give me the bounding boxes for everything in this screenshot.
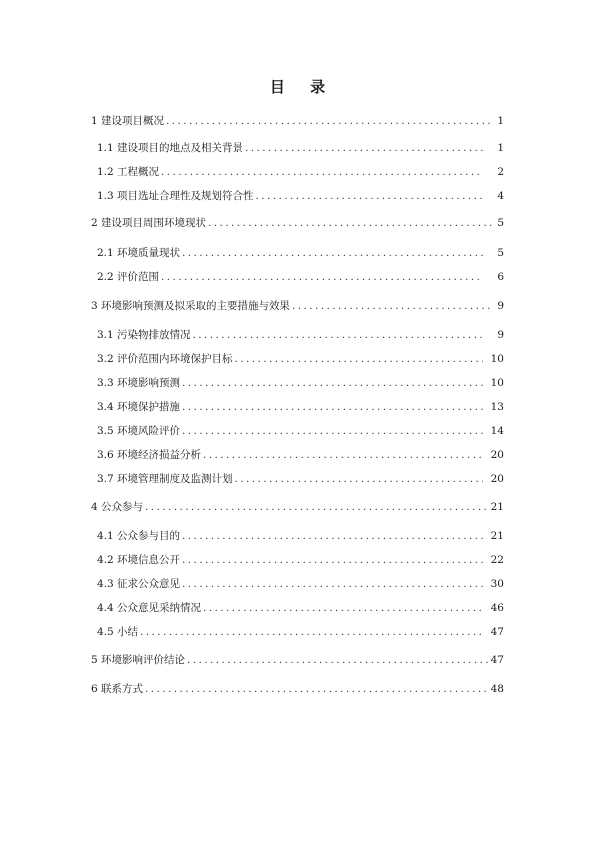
- toc-page-number: 30: [490, 578, 504, 590]
- dot-leader: [166, 114, 494, 128]
- toc-page-number: 46: [490, 602, 504, 614]
- toc-entry-5[interactable]: [91, 653, 504, 667]
- toc-page-number: 9: [497, 329, 504, 341]
- toc-entry-label: 4.2 环境信息公开: [97, 554, 181, 566]
- toc-entry-label: 3.4 环境保护措施: [97, 401, 181, 413]
- toc-entry-4-3[interactable]: [97, 577, 504, 591]
- dot-leader: [145, 682, 488, 696]
- toc-entry-label: 2.1 环境质量现状: [97, 247, 181, 259]
- page-title: 目 录: [269, 78, 336, 96]
- dot-leader: [235, 472, 483, 486]
- toc-page-number: 48: [490, 683, 504, 695]
- toc-page-number: 9: [497, 300, 504, 312]
- dot-leader: [256, 189, 483, 203]
- toc-entry-label: 5 环境影响评价结论: [91, 654, 186, 666]
- toc-entry-3-6[interactable]: [97, 448, 504, 462]
- toc-entry-label: 4.5 小结: [97, 626, 139, 638]
- toc-page-number: 1: [497, 115, 504, 127]
- toc-entry-label: 4.4 公众意见采纳情况: [97, 602, 202, 614]
- toc-entry-label: 1 建设项目概况: [91, 115, 165, 127]
- toc-entry-label: 4.1 公众参与目的: [97, 530, 181, 542]
- toc-entry-4[interactable]: [91, 500, 504, 514]
- toc-entry-2-2[interactable]: [97, 270, 504, 284]
- toc-entry-3-5[interactable]: [97, 424, 504, 438]
- toc-entry-label: 3.3 环境影响预测: [97, 377, 181, 389]
- dot-leader: [161, 165, 483, 179]
- toc-entry-label: 4.3 征求公众意见: [97, 578, 181, 590]
- dot-leader: [140, 625, 483, 639]
- dot-leader: [161, 270, 483, 284]
- toc-page-number: 5: [497, 217, 504, 229]
- toc-entry-3-4[interactable]: [97, 400, 504, 414]
- dot-leader: [182, 400, 483, 414]
- dot-leader: [182, 577, 483, 591]
- dot-leader: [235, 352, 483, 366]
- toc-page-number: 47: [490, 626, 504, 638]
- toc-page-number: 14: [490, 425, 504, 437]
- toc-entry-label: 1.2 工程概况: [97, 166, 160, 178]
- toc-page-number: 47: [490, 654, 504, 666]
- toc-entry-label: 3.1 污染物排放情况: [97, 329, 191, 341]
- toc-entry-3-2[interactable]: [97, 352, 504, 366]
- toc-entry-label: 3.5 环境风险评价: [97, 425, 181, 437]
- toc-entry-4-4[interactable]: [97, 601, 504, 615]
- toc-page-number: 6: [497, 271, 504, 283]
- dot-leader: [208, 216, 494, 230]
- toc-entry-1[interactable]: [91, 114, 504, 128]
- dot-leader: [187, 653, 488, 667]
- toc-entry-1-3[interactable]: [97, 189, 504, 203]
- toc-entry-label: 2.2 评价范围: [97, 271, 160, 283]
- dot-leader: [182, 246, 483, 260]
- toc-entry-4-5[interactable]: [97, 625, 504, 639]
- dot-leader: [292, 299, 494, 313]
- toc-entry-label: 1.3 项目选址合理性及规划符合性: [97, 190, 254, 202]
- dot-leader: [182, 424, 483, 438]
- toc-entry-2[interactable]: [91, 216, 504, 230]
- toc-page-number: 5: [497, 247, 504, 259]
- toc-entry-3-7[interactable]: [97, 472, 504, 486]
- toc-entry-6[interactable]: [91, 682, 504, 696]
- dot-leader: [203, 448, 483, 462]
- toc-entry-label: 2 建设项目周围环境现状: [91, 217, 207, 229]
- toc-entry-3[interactable]: [91, 299, 504, 313]
- toc-entry-2-1[interactable]: [97, 246, 504, 260]
- toc-page-number: 20: [490, 473, 504, 485]
- toc-entry-label: 4 公众参与: [91, 501, 144, 513]
- toc-entry-label: 1.1 建设项目的地点及相关背景: [97, 142, 244, 154]
- toc-page-number: 1: [497, 142, 504, 154]
- toc-entry-label: 6 联系方式: [91, 683, 144, 695]
- toc-entry-label: 3 环境影响预测及拟采取的主要措施与效果: [91, 300, 291, 312]
- toc-page-number: 4: [497, 190, 504, 202]
- toc-page-number: 10: [490, 377, 504, 389]
- toc-entry-4-2[interactable]: [97, 553, 504, 567]
- toc-page-number: 20: [490, 449, 504, 461]
- toc-page-number: 22: [490, 554, 504, 566]
- toc-page-number: 21: [490, 501, 504, 513]
- toc-entry-4-1[interactable]: [97, 529, 504, 543]
- toc-entry-1-2[interactable]: [97, 165, 504, 179]
- toc-page-number: 21: [490, 530, 504, 542]
- dot-leader: [245, 141, 483, 155]
- toc-entry-3-1[interactable]: [97, 328, 504, 342]
- toc-entry-label: 3.6 环境经济损益分析: [97, 449, 202, 461]
- dot-leader: [203, 601, 483, 615]
- toc-entry-3-3[interactable]: [97, 376, 504, 390]
- toc-page-number: 10: [490, 353, 504, 365]
- dot-leader: [193, 328, 483, 342]
- toc-entry-1-1[interactable]: [97, 141, 504, 155]
- toc-page-number: 13: [490, 401, 504, 413]
- toc-page-number: 2: [497, 166, 504, 178]
- dot-leader: [145, 500, 488, 514]
- dot-leader: [182, 529, 483, 543]
- toc-entry-label: 3.2 评价范围内环境保护目标: [97, 353, 233, 365]
- dot-leader: [182, 376, 483, 390]
- dot-leader: [182, 553, 483, 567]
- toc-entry-label: 3.7 环境管理制度及监测计划: [97, 473, 233, 485]
